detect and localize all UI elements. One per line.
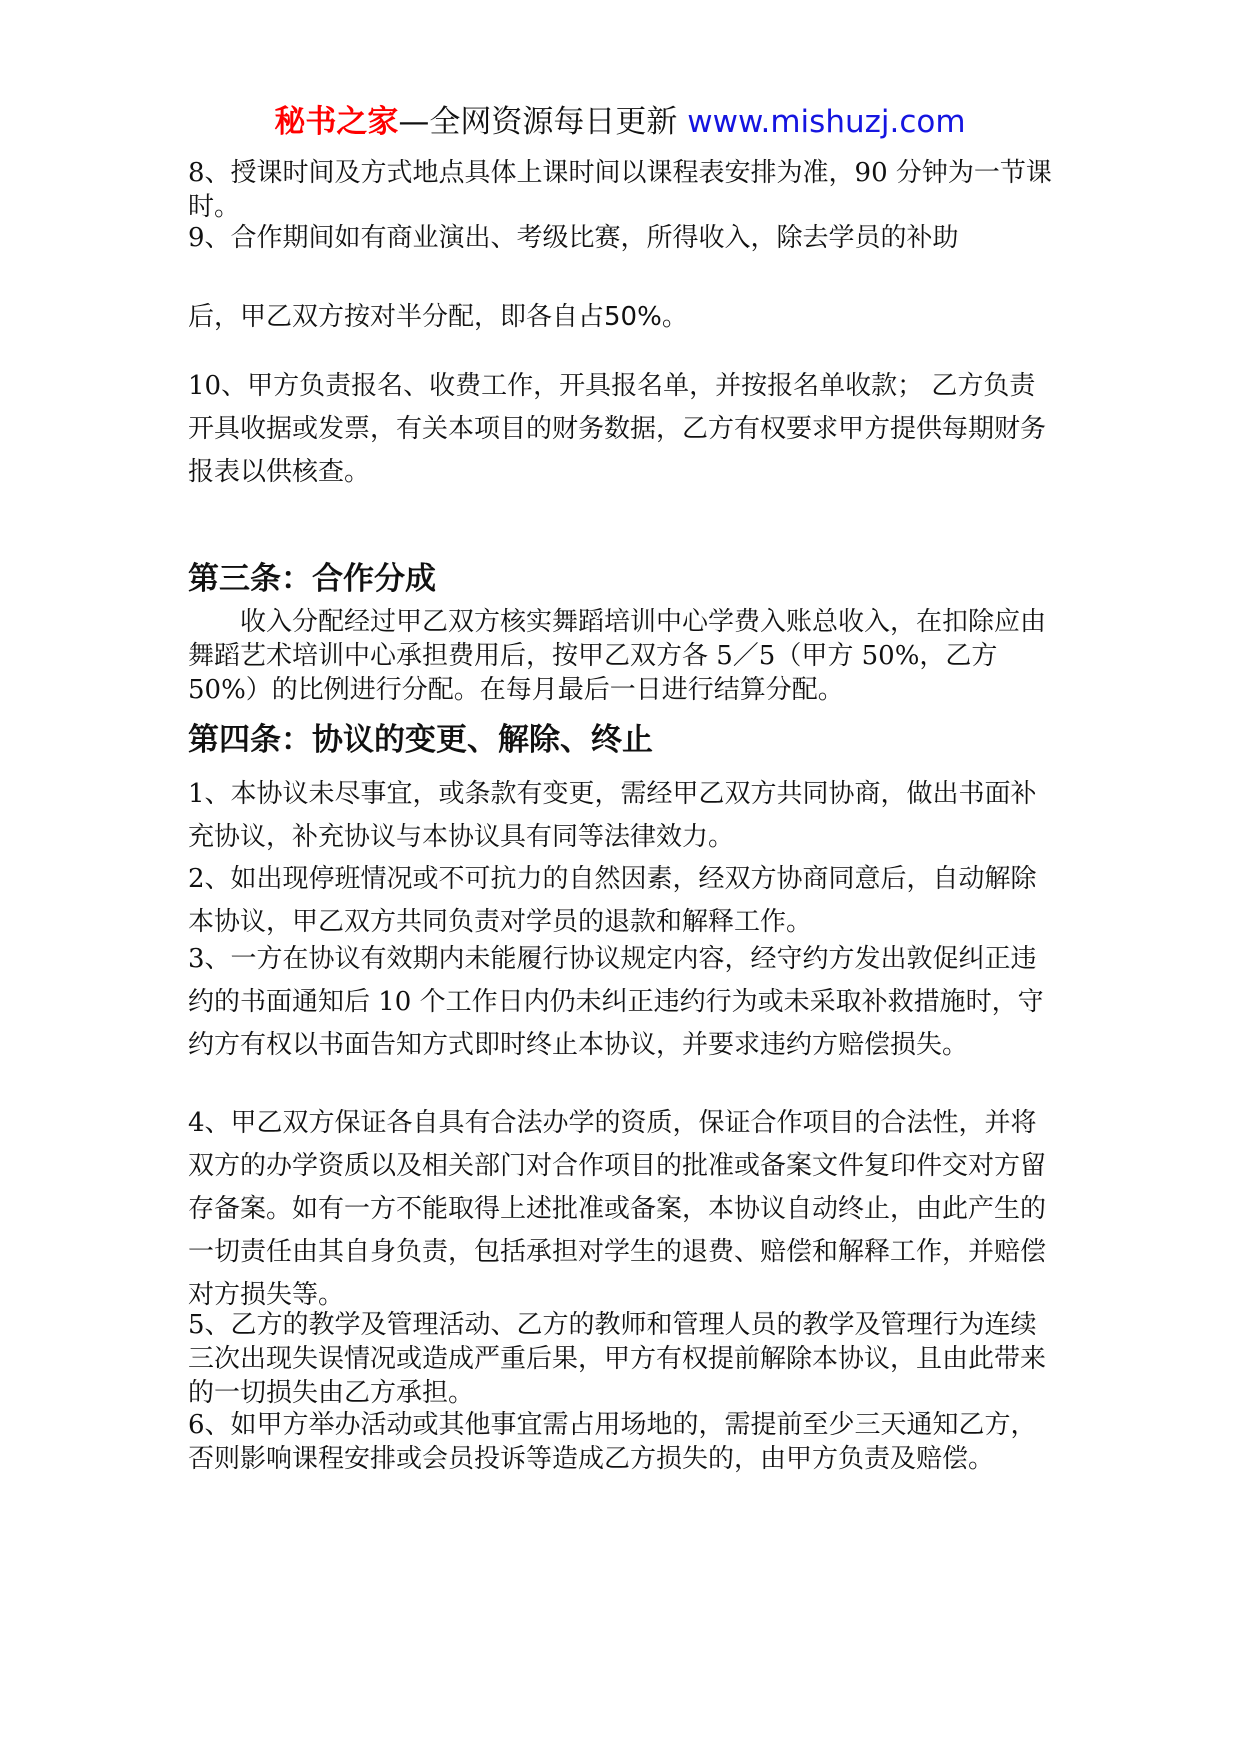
clause-item-8: 8、授课时间及方式地点具体上课时间以课程表安排为准，90 分钟为一节课时。 [188,158,1052,222]
section-3-title: 第三条：合作分成 [188,561,436,597]
clause-item-10: 10、甲方负责报名、收费工作，开具报名单，并按报名单收款； 乙方负责开具收据或发票，有关本项目的财务数据，乙方有权要求甲方提供每期财务报表以供核查。 [188,371,1047,487]
section-4-item-2: 2、如出现停班情况或不可抗力的自然因素，经双方协商同意后，自动解除本协议，甲乙双方共同负责对学员的退款和解释工作。 [188,864,1037,937]
page-header [0,100,1240,144]
section-3-body: 收入分配经过甲乙双方核实舞蹈培训中心学费入账总收入，在扣除应由舞蹈艺术培训中心承担费用后，按甲乙双方各 5／5（甲方 50%，乙方 50%）的比例进行分配。在每月最后一日进行结算分配。 [188,607,1047,705]
section-4-item-3: 3、一方在协议有效期内未能履行协议规定内容，经守约方发出敦促纠正违约的书面通知后 10 个工作日内仍未纠正违约行为或未采取补救措施时，守约方有权以书面告知方式即时终止本协议，并要求违约方赔偿损失。 [188,944,1044,1060]
header-slogan: —全网资源每日更新 [398,104,678,140]
section-4-item-6: 6、如甲方举办活动或其他事宜需占用场地的，需提前至少三天通知乙方，否则影响课程安排或会员投诉等造成乙方损失的，由甲方负责及赔偿。 [188,1410,1037,1474]
clause-item-9-line2 [188,300,1060,334]
clause-item-9-text: 后，甲乙双方按对半分配，即各自占 [188,302,605,332]
section-4-title: 第四条：协议的变更、解除、终止 [188,722,653,758]
section-4-item-5: 5、乙方的教学及管理活动、乙方的教师和管理人员的教学及管理行为连续三次出现失误情况或造成严重后果，甲方有权提前解除本协议，且由此带来的一切损失由乙方承担。 [188,1310,1047,1408]
section-4-item-1: 1、本协议未尽事宜，或条款有变更，需经甲乙双方共同协商，做出书面补充协议，补充协议与本协议具有同等法律效力。 [188,779,1037,852]
brand-name: 秘书之家 [274,104,399,140]
clause-item-9-percent: 50% [604,302,662,332]
clause-item-9-end: 。 [661,302,688,332]
site-url[interactable]: www.mishuzj.com [687,104,966,140]
clause-item-9-line1: 9、合作期间如有商业演出、考级比赛，所得收入，除去学员的补助 [188,223,959,253]
section-4-item-4: 4、甲乙双方保证各自具有合法办学的资质，保证合作项目的合法性，并将双方的办学资质以及相关部门对合作项目的批准或备案文件复印件交对方留存备案。如有一方不能取得上述批准或备案，本协议自动终止，由此产生的一切责任由其自身负责，包括承担对学生的退费、赔偿和解释工作，并赔偿对方损失等。 [188,1108,1047,1310]
